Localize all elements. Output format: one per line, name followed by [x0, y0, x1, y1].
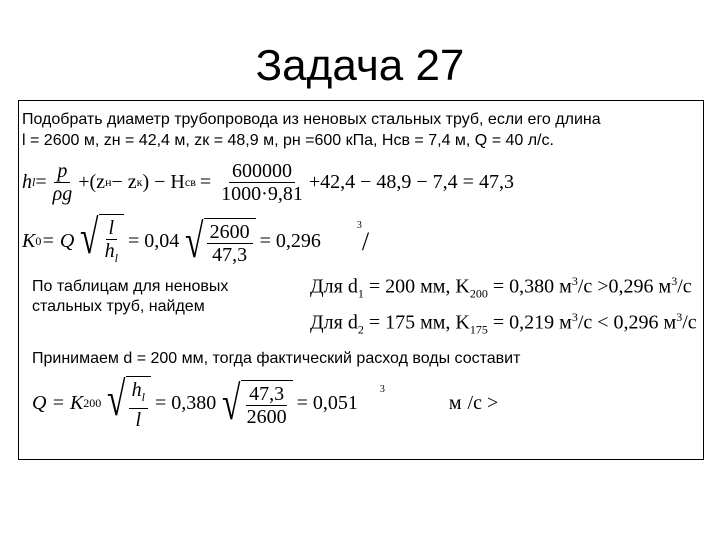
f1-zn-sub: н: [105, 175, 112, 189]
f3-sqrt-2: √ $\frac{47,3}{2600}$: [218, 380, 292, 428]
f2-sqrt-2: √ $\frac{2600}{47,3}$: [181, 218, 255, 266]
f2-tail: = 0,296: [259, 230, 321, 252]
f1-tail: +42,4 − 48,9 − 7,4 = 47,3: [308, 171, 514, 193]
f3-unit-sup: 3: [379, 384, 385, 395]
r2-mid: = 175 мм, K: [363, 311, 470, 334]
f3-den: 2600: [246, 405, 287, 428]
r2-val: = 0,219 м: [487, 311, 572, 334]
table-row-1: [310, 274, 692, 302]
f2-h: h: [104, 240, 115, 262]
r1-r1: /с >0,296 м: [577, 275, 672, 298]
f2-unit-rest: /: [361, 226, 370, 256]
f2-l: l: [106, 217, 118, 240]
r2-sub: 2: [357, 322, 364, 337]
f3-sqrt-1: √ $\frac{h_l}{l}$: [103, 376, 151, 431]
f3-num: 47,3: [246, 383, 287, 406]
note-line-2: стальных труб, найдем: [32, 298, 205, 315]
f1-eq: =: [199, 171, 212, 193]
f1-frac-num: [218, 160, 306, 205]
r1-k-sub: 200: [469, 286, 488, 301]
f3-lhs: Q = K: [32, 392, 84, 414]
f3-unit-m: м: [448, 392, 462, 414]
r1-s1: 3: [571, 274, 578, 288]
f2-eq: = Q: [41, 230, 75, 252]
f1-rhog: ρg: [52, 183, 73, 205]
r1-val: = 0,380 м: [487, 275, 572, 298]
f2-sqrt-1: √ $\frac{l}{h_l}$: [76, 214, 124, 269]
f2-unit-sup: 3: [356, 220, 362, 231]
problem-line-2: l = 2600 м, zн = 42,4 м, zк = 48,9 м, pн =600 кПа, Hсв = 7,4 м, Q = 40 л/с.: [22, 132, 554, 149]
problem-line-1: Подобрать диаметр трубопровода из неновых стальных труб, если его длина: [22, 111, 601, 128]
f2-lhs: K: [22, 230, 36, 252]
f3-unit-rest: /с >: [467, 392, 499, 414]
slide-title: Задача 27: [255, 41, 465, 90]
f2-h-sub: l: [114, 251, 118, 265]
note-line-1: По таблицам для неновых: [32, 278, 229, 295]
r1-s2: 3: [671, 274, 678, 288]
formula-head-loss: h l = $\frac{p}{\rho g}$ +(z н − z к ) − H св = $\frac{600000}{1000\cdot 9,81}$ +42,4 − 48,9 − 7,4 = 47,3: [22, 160, 514, 205]
f2-lhs-sub: 0: [35, 234, 42, 248]
r2-prefix: Для d: [310, 311, 358, 334]
f1-den: 1000·9,81: [221, 183, 303, 205]
f1-p: p: [54, 160, 70, 183]
f3-mid: = 0,380: [154, 392, 217, 414]
f1-zk-sub: к: [136, 175, 143, 189]
f1-minus-z: − z: [111, 171, 137, 193]
r2-s1: 3: [571, 310, 578, 324]
f1-H-sub: св: [184, 175, 196, 189]
f2-mid: = 0,04: [127, 230, 180, 252]
f2-num: 2600: [207, 221, 253, 244]
accept-line: Принимаем d = 200 мм, тогда фактический расход воды составит: [32, 350, 521, 367]
r2-k-sub: 175: [469, 322, 488, 337]
r2-r2: /с: [682, 311, 697, 334]
f1-mid: +(z: [78, 171, 106, 193]
f3-h: h: [131, 379, 142, 401]
r2-s2: 3: [676, 310, 683, 324]
f2-den: 47,3: [212, 243, 248, 266]
r1-r2: /с: [677, 275, 692, 298]
r2-r1: /с < 0,296 м: [577, 311, 677, 334]
f3-tail: = 0,051: [296, 392, 358, 414]
f1-lhs: h: [22, 171, 32, 193]
f1-close: ) − H: [142, 171, 185, 193]
formula-flow: [32, 373, 499, 431]
table-row-2: [310, 310, 697, 338]
f3-l: l: [135, 409, 142, 431]
r1-prefix: Для d: [310, 275, 358, 298]
f3-h-sub: l: [141, 390, 145, 404]
f1-num: 600000: [229, 160, 295, 183]
f3-k-sub: 200: [83, 396, 102, 410]
f1-lhs-sub: l: [32, 175, 36, 189]
formula-k0: [22, 211, 370, 269]
f1-frac-p: [50, 160, 76, 205]
r1-sub: 1: [357, 286, 364, 301]
r1-mid: = 200 мм, K: [363, 275, 470, 298]
